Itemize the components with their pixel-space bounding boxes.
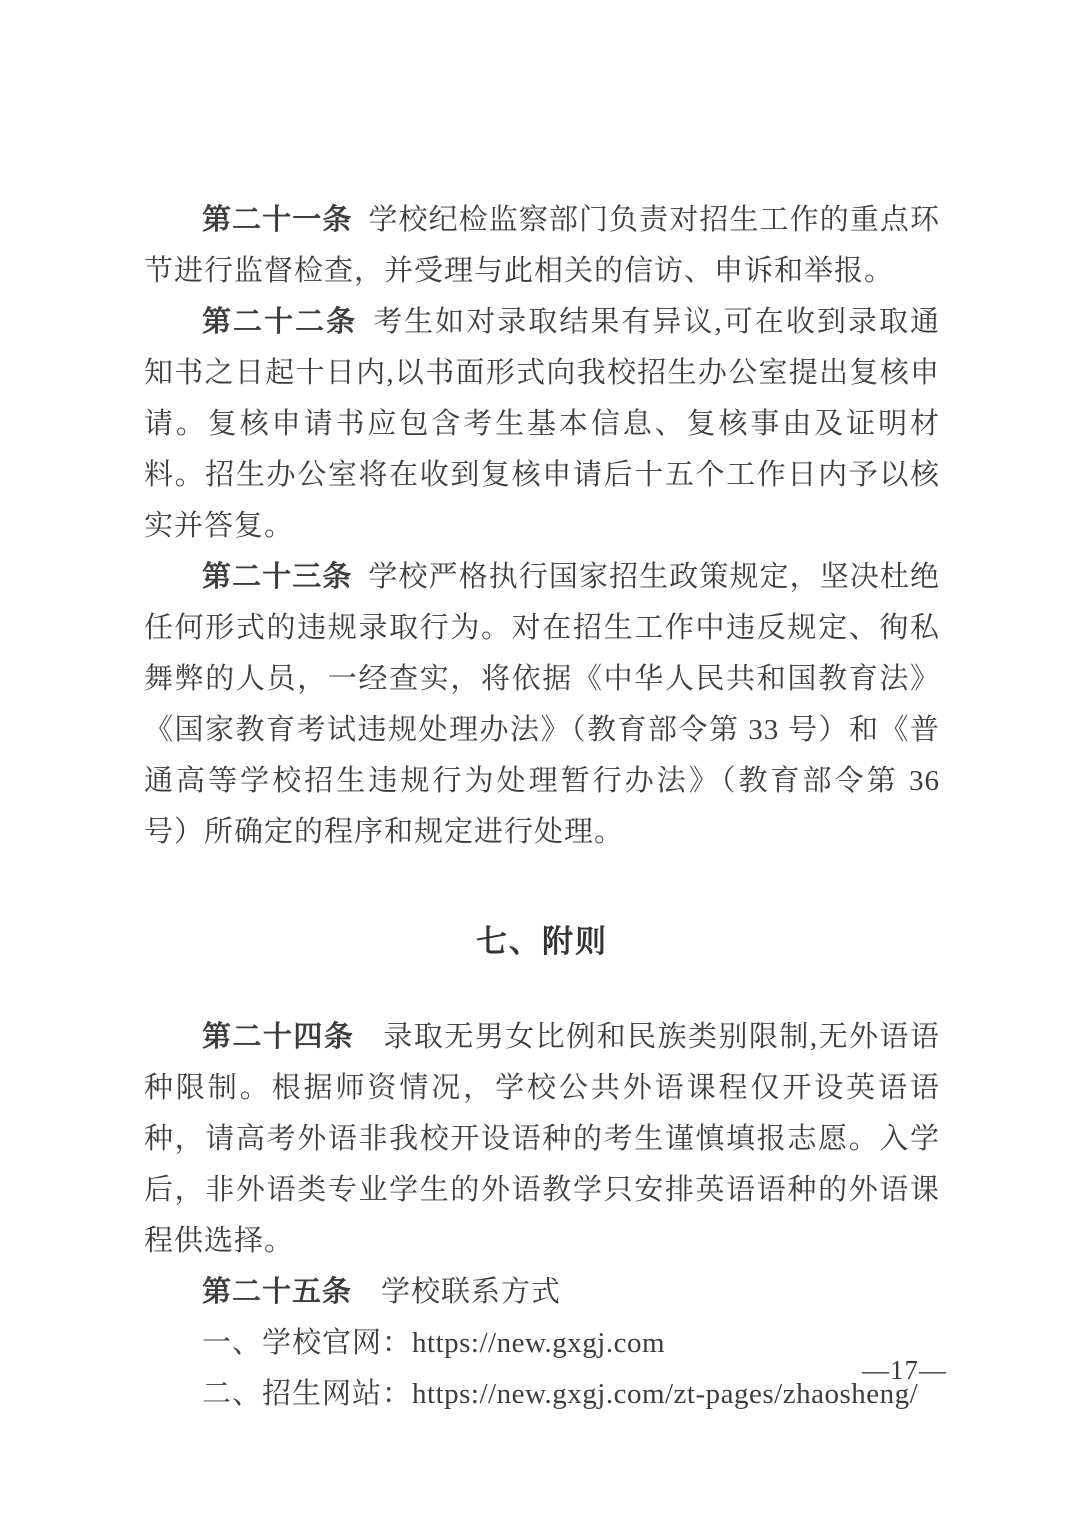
article-body: 考生如对录取结果有异议,可在收到录取通知书之日起十日内,以书面形式向我校招生办公室提出复核申请。复核申请书应包含考生基本信息、复核事由及证明材料。招生办公室将在收到复核申请后十五个工作日内予以核实并答复。 bbox=[144, 306, 940, 542]
page-number: —17— bbox=[862, 1355, 947, 1385]
section-heading: 七、附则 bbox=[476, 924, 608, 959]
article-body: 学校纪检监察部门负责对招生工作的重点环节进行监督检查，并受理与此相关的信访、申诉和举报。 bbox=[144, 204, 940, 287]
article-paragraph bbox=[144, 552, 940, 858]
contact-line-admissions-site bbox=[144, 1369, 940, 1420]
article-body: 学校联系方式 bbox=[381, 1276, 562, 1308]
article-paragraph bbox=[144, 195, 940, 297]
article-paragraph bbox=[144, 297, 940, 552]
admissions-site-url: https://new.gxgj.com/zt-pages/zhaosheng/ bbox=[412, 1378, 919, 1410]
contact-prefix: 一、学校官网： bbox=[202, 1327, 413, 1359]
article-number: 第二十四条 bbox=[202, 1021, 355, 1053]
article-body: 录取无男女比例和民族类别限制,无外语语种限制。根据师资情况，学校公共外语课程仅开设英语语种，请高考外语非我校开设语种的考生谨慎填报志愿。入学后，非外语类专业学生的外语教学只安排英语语种的外语课程供选择。 bbox=[144, 1021, 940, 1257]
article-number: 第二十一条 bbox=[202, 204, 353, 236]
official-site-url: https://new.gxgj.com bbox=[412, 1327, 666, 1359]
article-number: 第二十五条 bbox=[202, 1276, 353, 1308]
article-paragraph bbox=[144, 1012, 940, 1267]
article-paragraph bbox=[144, 1267, 940, 1318]
article-number: 第二十二条 bbox=[202, 306, 358, 338]
article-number: 第二十三条 bbox=[202, 561, 353, 593]
contact-prefix: 二、招生网站： bbox=[202, 1378, 413, 1410]
contact-line-official-site bbox=[144, 1318, 940, 1369]
article-body: 学校严格执行国家招生政策规定，坚决杜绝任何形式的违规录取行为。对在招生工作中违反规定、徇私舞弊的人员，一经查实，将依据《中华人民共和国教育法》《国家教育考试违规处理办法》（教育部令第 33 号）和《普通高等学校招生违规行为处理暂行办法》（教育部令第 36 号）所确定的程序和规定进行处理。 bbox=[144, 561, 940, 848]
